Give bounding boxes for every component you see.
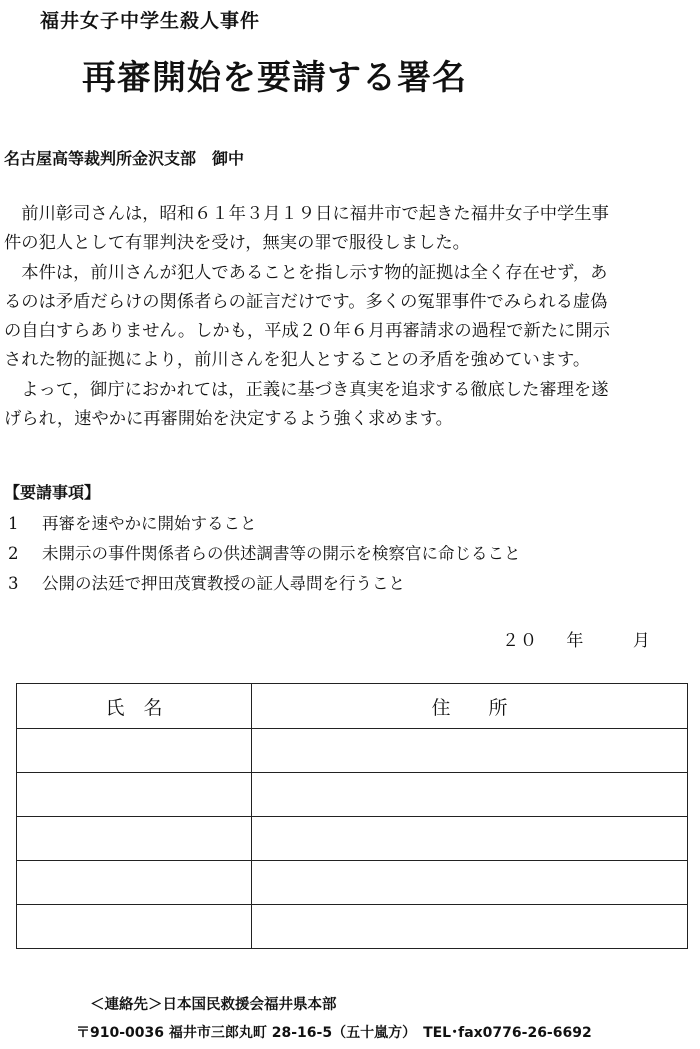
request-item [8,510,257,534]
address-cell[interactable] [252,729,688,773]
request-text: 再審を速やかに開始すること [42,514,257,533]
body-line: るのは矛盾だらけの関係者らの証言だけです。多くの冤罪事件でみられる虚偽 [4,291,608,312]
body-line: 本件は，前川さんが犯人であることを指し示す物的証拠は全く存在せず，あ [4,262,608,283]
body-line: された物的証拠により，前川さんを犯人とすることの矛盾を強めています。 [4,350,591,371]
date-line [502,626,651,651]
body-line: よって，御庁におかれては，正義に基づき真実を追求する徹底した審理を遂 [4,379,609,400]
addressee: 名古屋高等裁判所金沢支部 御中 [4,149,245,168]
case-title: 福井女子中学生殺人事件 [40,10,261,32]
contact-address: 〒910-0036 福井市三郎丸町 28-16-5（五十嵐方） TEL･fax0776-26-6692 [76,1025,592,1041]
signature-row [17,861,688,905]
request-text: 公開の法廷で押田茂實教授の証人尋問を行うこと [42,574,405,593]
address-cell[interactable] [252,773,688,817]
date-month-label: 月 [632,631,651,651]
body-line: 前川彰司さんは，昭和６１年３月１９日に福井市で起きた福井女子中学生事 [4,204,609,224]
contact-label: ＜連絡先＞日本国民救援会福井県本部 [90,997,337,1013]
address-cell[interactable] [252,817,688,861]
signature-row [17,773,688,817]
name-cell[interactable] [17,861,252,905]
body-line: の自白すらありません。しかも，平成２０年６月再審請求の過程で新たに開示 [4,321,610,342]
name-column-header: 氏 名 [17,684,252,729]
requests-heading: 【要請事項】 [4,483,101,502]
table-header-row [17,684,688,729]
address-cell[interactable] [252,905,688,949]
request-item [8,570,405,594]
signature-row [17,729,688,773]
date-year-label: 年 [566,631,585,651]
name-cell[interactable] [17,773,252,817]
request-number: 1 [8,514,19,533]
name-cell[interactable] [17,729,252,773]
petition-body [4,200,694,434]
request-text: 未開示の事件関係者らの供述調書等の開示を検察官に命じること [42,544,521,563]
signature-table [16,683,688,949]
name-cell[interactable] [17,817,252,861]
request-number: 3 [8,574,19,593]
name-cell[interactable] [17,905,252,949]
signature-row [17,905,688,949]
signature-row [17,817,688,861]
body-line: げられ，速やかに再審開始を決定するよう強く求めます。 [4,409,453,430]
request-item [8,540,521,564]
address-cell[interactable] [252,861,688,905]
body-line: 件の犯人として有罪判決を受け，無実の罪で服役しました。 [4,233,470,254]
date-era-year: ２０ [502,631,538,651]
document-title: 再審開始を要請する署名 [82,58,467,98]
request-number: 2 [8,544,19,563]
address-column-header: 住 所 [252,684,688,729]
